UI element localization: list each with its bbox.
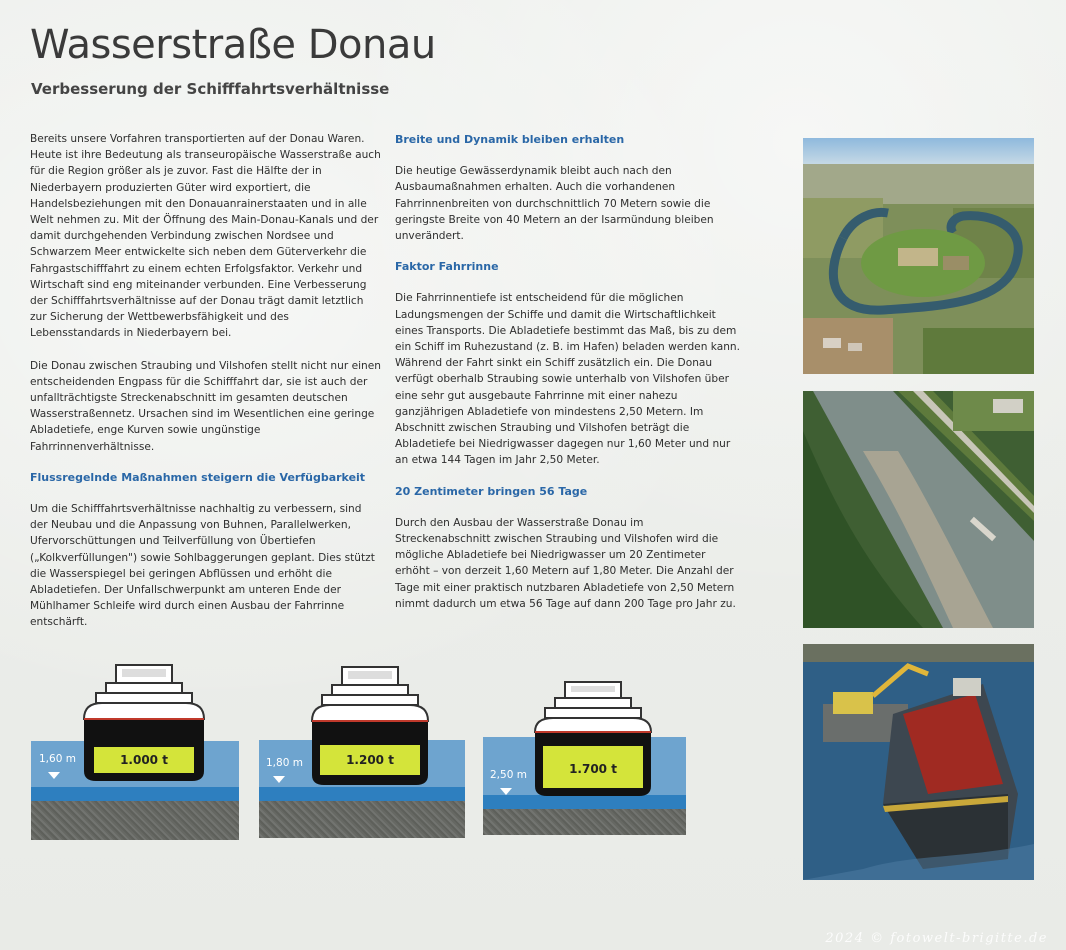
photo-credit: 2024 © fotowelt-brigitte.de xyxy=(825,931,1048,946)
depth-marker-2 xyxy=(273,776,285,783)
load-label-1: 1.000 t xyxy=(120,753,168,767)
page-subtitle: Verbesserung der Schifffahrtsverhältnisse xyxy=(31,80,390,98)
depth-marker-1 xyxy=(48,772,60,779)
section-heading-channel: Faktor Fahrrinne xyxy=(395,260,499,274)
ship-diagram-3 xyxy=(533,680,653,798)
text-column-middle xyxy=(395,132,740,612)
page-title: Wasserstraße Donau xyxy=(30,22,436,68)
riverbed-2 xyxy=(259,801,465,838)
section-heading-width: Breite und Dynamik bleiben erhalten xyxy=(395,133,625,146)
depth-label-3: 2,50 m xyxy=(490,769,527,781)
channel-paragraph: Die Fahrrinnentiefe ist entscheidend für die möglichen Ladungsmengen der Schiffe und damit die Wirtschaftlichkeit eines Transports. Die Abladetiefe bestimmt das Maß, bis zu dem ein Schiff im Ruhezustand (z. B. im Hafen) beladen werden kann. Während der Fahrt sinkt ein Schiff zusätzlich ein. Die Donau verfügt oberhalb Straubing sowie unterhalb von Vilshofen über eine sehr gut ausgebaute Fahrrinne mit einer nahezu ganzjährigen Abladetiefe von mindestens 2,50 Metern. Im Abschnitt zwischen Straubing und Vilshofen beträgt die Abladetiefe bei Niedrigwasser dagegen nur 1,60 Meter und nur an etwa 144 Tagen im Jahr 2,50 Meter. xyxy=(395,292,741,467)
ship-diagram-2 xyxy=(310,665,430,787)
20cm-paragraph: Durch den Ausbau der Wasserstraße Donau im Streckenabschnitt zwischen Straubing und Vilshofen wird die mögliche Abladetiefe bei Niedrigwasser um 20 Zentimeter erhöht – von derzeit 1,60 Metern auf 1,80 Meter. Die Anzahl der Tage mit einer praktisch nutzbaren Abladetiefe von 2,50 Metern nimmt dadurch um etwa 56 Tage auf dann 200 Tage pro Jahr zu. xyxy=(395,516,736,610)
water-level-1 xyxy=(31,787,239,801)
section-heading-20cm: 20 Zentimeter bringen 56 Tage xyxy=(395,484,588,498)
water-level-2 xyxy=(259,787,465,801)
aerial-river-bend-photo xyxy=(803,138,1034,374)
load-label-3: 1.700 t xyxy=(569,762,617,776)
barge-excavator-photo xyxy=(803,644,1034,880)
depth-marker-3 xyxy=(500,788,512,795)
depth-label-1: 1,60 m xyxy=(39,753,76,765)
section-heading-measures: Flussregelnde Maßnahmen steigern die Verfügbarkeit xyxy=(30,470,366,484)
aerial-river-canal-photo xyxy=(803,391,1034,628)
ship-diagram-1 xyxy=(82,663,206,783)
load-label-2: 1.200 t xyxy=(346,753,394,767)
riverbed-1 xyxy=(31,801,239,840)
text-column-left xyxy=(30,131,382,631)
bottleneck-paragraph: Die Donau zwischen Straubing und Vilshofen stellt nicht nur einen entscheidenden Engpass für die Schifffahrt dar, sie ist auch der unfallträchtigste Streckenabschnitt im gesamten deutschen Wasserstraßennetz. Ursachen sind im Wesentlichen eine geringe Abladetiefe, enge Kurven sowie ungünstige Fahrrinnenverhältnisse. xyxy=(30,359,381,453)
depth-label-2: 1,80 m xyxy=(266,757,303,769)
measures-paragraph: Um die Schifffahrtsverhältnisse nachhaltig zu verbessern, sind der Neubau und die Anpassung von Buhnen, Parallelwerken, Ufervorschüttungen und Teilverfüllung von Übertiefen („Kolkverfüllungen") sowie Sohlbaggerungen geplant. Dies stützt die Wasserspiegel bei geringen Abflüssen und erhöht die Abladetiefen. Der Unfallschwerpunkt am unteren Ende der Mühlhamer Schleife wird durch einen Ausbau der Fahrrinne entschärft. xyxy=(30,503,375,629)
riverbed-3 xyxy=(483,809,686,835)
width-paragraph: Die heutige Gewässerdynamik bleibt auch nach den Ausbaumaßnahmen erhalten. Auch die vorhandenen Fahrrinnenbreiten von durchschnittlich 70 Metern sowie die geringste Breite von 40 Metern an der Isarmündung bleiben unverändert. xyxy=(395,165,714,243)
intro-paragraph: Bereits unsere Vorfahren transportierten auf der Donau Waren. Heute ist ihre Bedeutung als transeuropäische Wasserstraße auch für die Region größer als je zuvor. Fast die Hälfte der in Niederbayern produzierten Güter wird exportiert, die Handelsbeziehungen mit den Donauanrainerstaaten und in alle Welt nehmen zu. Mit der Öffnung des Main-Donau-Kanals und der damit durchgehenden Verbindung zwischen Nordsee und Schwarzem Meer entwickelte sich neben dem Güterverkehr die Fahrgastschifffahrt zu einem echten Erfolgsfaktor. Verkehr und Wirtschaft sind eng miteinander verbunden. Eine Verbesserung der Schifffahrtsverhältnisse auf der Donau trägt damit letztlich zur Sicherung der Wettbewerbsfähigkeit und des Lebensstandards in Niederbayern bei. xyxy=(30,133,381,340)
